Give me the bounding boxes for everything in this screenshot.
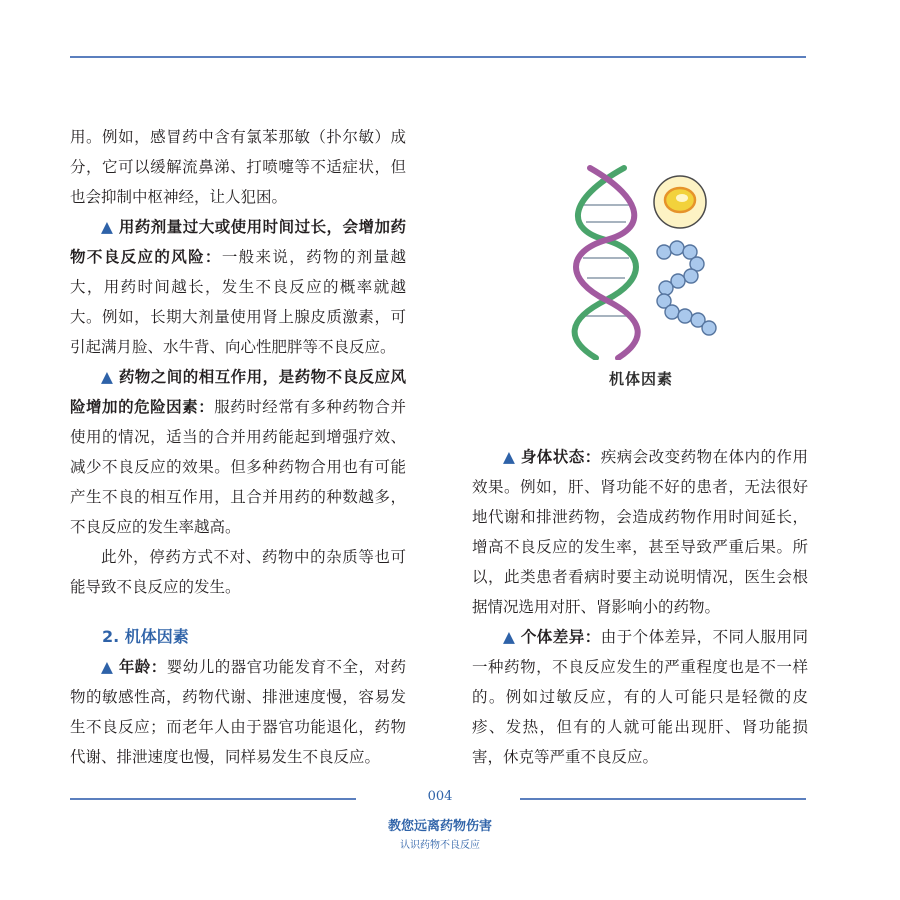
paragraph-text: 疾病会改变药物在体内的作用效果。例如，肝、肾功能不好的患者，无法很好地代谢和排泄药物，会造成药物作用时间延长，增高不良反应的发生率，甚至导致严重后果。所以，此类患者看病时要主动说明情况，医生会根据情况选用对肝、肾影响小的药物。 xyxy=(472,448,808,616)
paragraph-lead: 药物之间的相互作用，是药物不良反应风险增加的危险因素： xyxy=(70,368,406,416)
triangle-bullet-icon: ▲ xyxy=(503,448,521,466)
triangle-bullet-icon: ▲ xyxy=(503,628,521,646)
page-number: 004 xyxy=(427,789,453,804)
paragraph-lead: 年龄： xyxy=(118,658,167,676)
bead-chain-icon xyxy=(657,241,716,335)
paragraph-lead: 个体差异： xyxy=(520,628,601,646)
paragraph-body-state xyxy=(472,442,808,622)
section-heading: 2. 机体因素 xyxy=(102,627,189,646)
paragraph-text: 服药时经常有多种药物合并使用的情况，适当的合并用药能起到增强疗效、减少不良反应的效果。但多种药物合用也有可能产生不良的相互作用，且合并用药的种数越多，不良反应的发生率越高。 xyxy=(70,398,406,536)
paragraph-dosage-risk xyxy=(70,212,406,362)
illustration-svg xyxy=(556,160,726,360)
paragraph-lead: 身体状态： xyxy=(520,448,601,466)
paragraph-text: 由于个体差异，不同人服用同一种药物，不良反应发生的严重程度也是不一样的。例如过敏反应，有的人可能只是轻微的皮疹、发热，但有的人就可能出现肝、肾功能损害，休克等严重不良反应。 xyxy=(472,628,808,766)
paragraph-individual-difference xyxy=(472,622,808,772)
paragraph-drug-interaction xyxy=(70,362,406,542)
paragraph-other-causes: 此外，停药方式不对、药物中的杂质等也可能导致不良反应的发生。 xyxy=(70,548,406,596)
triangle-bullet-icon: ▲ xyxy=(101,368,119,386)
right-column xyxy=(472,442,808,772)
paragraph-lead: 用药剂量过大或使用时间过长，会增加药物不良反应的风险： xyxy=(70,218,406,266)
paragraph-text: 婴幼儿的器官功能发育不全，对药物的敏感性高，药物代谢、排泄速度慢，容易发生不良反应；而老年人由于器官功能退化，药物代谢、排泄速度也慢，同样易发生不良反应。 xyxy=(70,658,406,766)
triangle-bullet-icon: ▲ xyxy=(101,218,119,236)
book-subtitle: 认识药物不良反应 xyxy=(400,840,480,851)
cell-icon xyxy=(654,176,706,228)
illustration-caption: 机体因素 xyxy=(608,370,673,388)
paragraph-age xyxy=(70,652,406,772)
header-rule xyxy=(70,56,806,58)
book-title: 教您远离药物伤害 xyxy=(387,819,492,834)
triangle-bullet-icon: ▲ xyxy=(101,658,119,676)
paragraph-continued: 用。例如，感冒药中含有氯苯那敏（扑尔敏）成分，它可以缓解流鼻涕、打喷嚏等不适症状，但也会抑制中枢神经，让人犯困。 xyxy=(70,128,406,206)
paragraph-text: 一般来说，药物的剂量越大，用药时间越长，发生不良反应的概率就越大。例如，长期大剂量使用肾上腺皮质激素，可引起满月脸、水牛背、向心性肥胖等不良反应。 xyxy=(70,248,406,356)
illustration-body-factors xyxy=(556,160,726,400)
left-column xyxy=(70,122,406,772)
dna-double-helix-icon xyxy=(575,168,638,358)
